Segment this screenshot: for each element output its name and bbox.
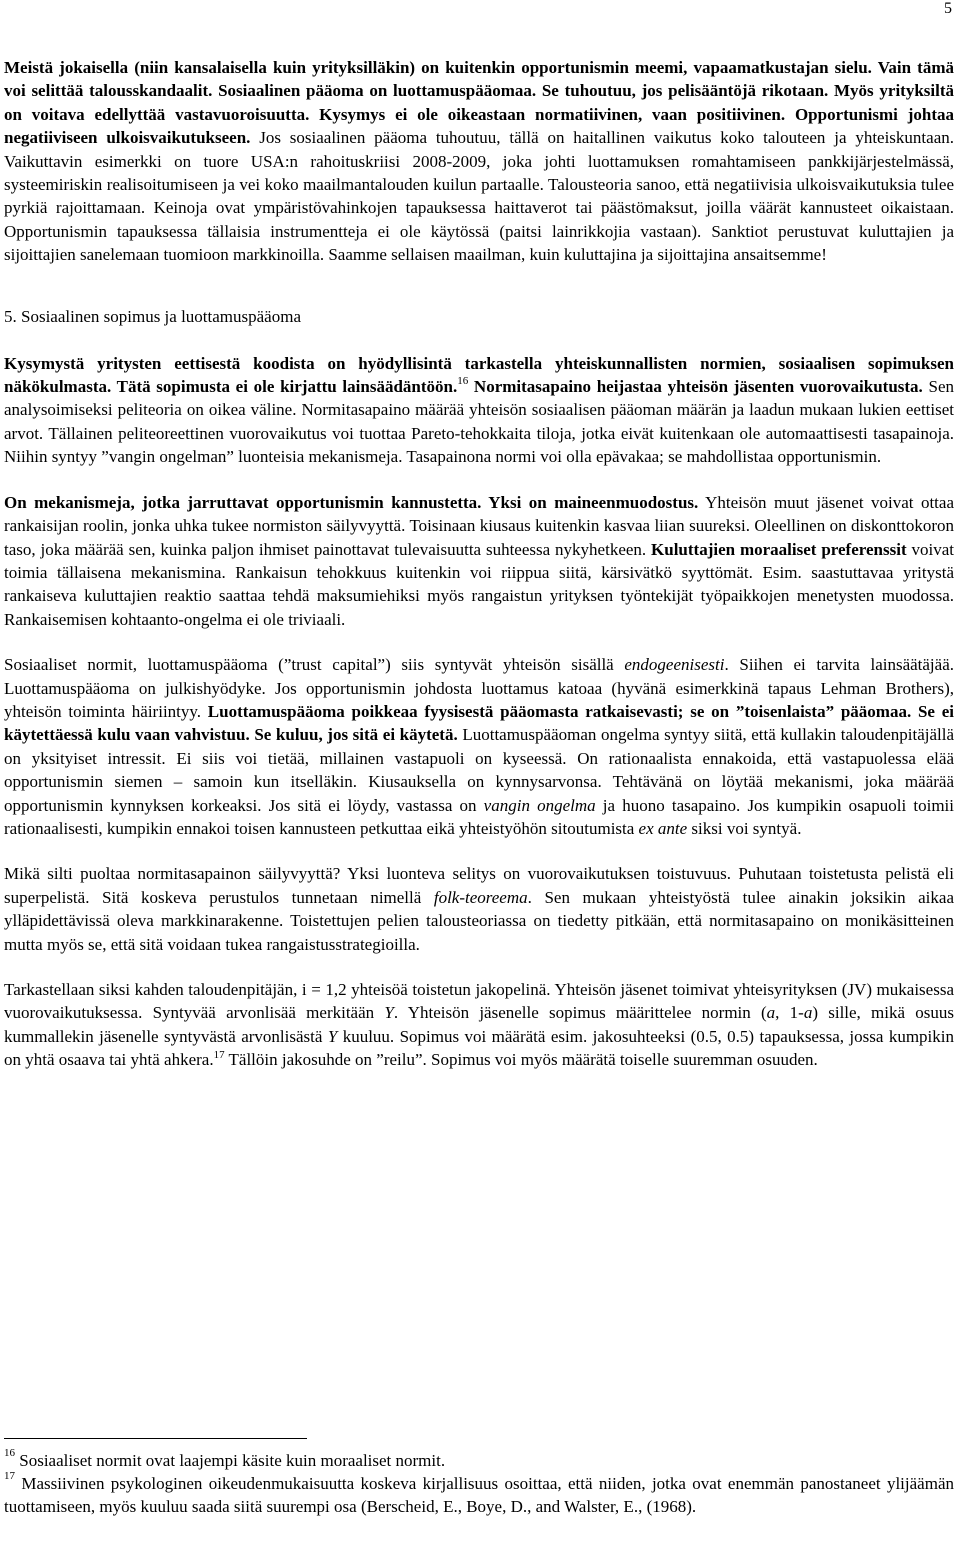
paragraph-3 (4, 491, 954, 631)
text-run: . Yhteisön jäsenelle sopimus määrittelee normin ( (393, 1003, 767, 1023)
footnote-separator (4, 1438, 307, 1439)
footnote-number: 17 (4, 1470, 15, 1483)
text-run: Yhteisön muut jäsenet voivat ottaa rankaisijan roolin, jonka uhka tukee normiston säilyvyyttä. Toisinaan kiusaus kuitenkin kasvaa liian suureksi. Oleellinen on diskonttokoron taso, joka määrää sen, kuinka paljon ihmiset painottavat tulevaisuutta suhteessa nykyhetkeen. (4, 492, 954, 559)
paragraph-6 (4, 978, 954, 1072)
bold-text: Kysymystä yritysten eettisestä koodista on hyödyllisintä tarkastella yhteiskunnallisten normien, sosiaalisen sopimuksen näkökulmasta. Tätä sopimusta ei ole kirjattu lainsäädäntöön. (4, 353, 954, 397)
text-run: Jos sosiaalinen pääoma tuhoutuu, tällä on haitallinen vaikutus koko talouteen ja yhteiskuntaan. Vaikuttavin esimerkki on tuore USA:n rahoituskriisi 2008-2009, joka johti luottamuksen romahtamiseen pankkijärjestelmässä, systeemiriskin realisoitumiseen ja vei koko maailmantalouden kuilun partaalle. Talousteoria sanoo, että negatiivisia ulkoisvaikutuksia tulee pyrkiä rajoittamaan. Keinoja ovat ympäristövahinkojen tapauksessa haittaverot tai päästömaksut, joilla väärät kannusteet oikaistaan. Opportunismin tapauksessa tällaisia instrumentteja ei ole käytössä (paitsi lainrikkojia vastaan). Sanktiot perustuvat kuluttajien ja sijoittajien sanelemaan tuomioon markkinoilla. Saamme sellaisen maailman, kuin kuluttajina ja sijoittajina ansaitsemme! (4, 128, 954, 265)
text-run: Sosiaaliset normit, luottamuspääoma (”trust capital”) siis syntyvät yhteisön sisällä (4, 655, 625, 675)
italic-text: vangin ongelma (483, 795, 596, 815)
footnote-text: Massiivinen psykologinen oikeudenmukaisuutta koskeva kirjallisuus osoittaa, että niiden, jotka ovat enemmän panostaneet ylijäämän tuottamiseen, myös kuuluu saada siitä suurempi osa (Berscheid, E., Boye, D., and Walster, E., (1968). (4, 1474, 954, 1516)
bold-text: Normitasapaino heijastaa yhteisön jäsenten vuorovaikutusta. (468, 377, 923, 397)
italic-text: folk-teoreema (433, 887, 528, 907)
text-run: ja huono tasapaino. Jos kumpikin osapuoli toimii rationaalisesti, kumpikin ennakoi toisen kannusteen petkuttaa eikä yhteistyöhön sitoutumista (4, 795, 954, 838)
text-run: Tällöin jakosuhde on ”reilu”. Sopimus voi myös määrätä toiselle suuremman osuuden. (224, 1050, 818, 1070)
text-run: Luottamuspääoman ongelma syntyy siitä, että kullakin taloudenpitäjällä on yksityiset intressit. Ei siis voi tietää, millainen vastapuoli on kyseessä. On rationaalista ennakoida, että vastapuolessa elää opportunismin siemen – samoin kun itselläkin. Kiusauksella on kynnysarvonsa. Tehtävänä on löytää mekanismi, joka määrää opportunismin kynnyksen korkeaksi. Jos sitä ei löydy, vastassa on (4, 725, 955, 815)
text-run: siksi voi syntyä. (687, 818, 802, 838)
bold-text: Meistä jokaisella (niin kansalaisella kuin yrityksilläkin) on kuitenkin opportunismin meemi, vapaamatkustajan sielu. Vain tämä voi selittää talousskandaalit. Sosiaalinen pääoma on luottamuspääomaa. Se tuhoutuu, jos pelisääntöjä rikotaan. Myös yrityksiltä on voitava edellyttää vastavuoroisuutta. Kysymys ei ole oikeastaan normatiivinen, vaan positiivinen. Opportunismi johtaa negatiiviseen ulkoisvaikutukseen. (4, 58, 954, 148)
text-run: Sen analysoimiseksi peliteoria on oikea väline. Normitasapaino määrää yhteisön sosiaalisen pääoman määrän ja laadun mukaan lukien eettiset arvot. Tällainen peliteoreettinen vuorovaikutus voi tuottaa Pareto-tehokkaita tiloja, jotka eivät kuitenkaan ole automaattisesti tasapainoja. Niihin syntyy ”vangin ongelman” luonteisia mekanismeja. Tasapainona normi voi olla epävakaa; se mahdollistaa opportunismin. (4, 377, 954, 467)
paragraph-5 (4, 862, 954, 956)
footnote (4, 1472, 954, 1518)
footnote-ref: 17 (213, 1048, 225, 1061)
text-run: . Sen mukaan yhteistyöstä tulee ainakin joksikin aikaa ylläpidettävissä oleva markkinarakenne. Toistettujen pelien talousteoriassa on tiedetty pitkään, että normitasapaino on monikäsitteinen mutta myös se, että sitä voidaan tukea rangaistusstrategioilla. (4, 887, 954, 954)
document-body (4, 56, 954, 1072)
text-run: , 1- (775, 1003, 804, 1023)
text-run: Mikä silti puoltaa normitasapainon säilyvyyttä? Yksi luonteva selitys on vuorovaikutuksen toistuvuus. Puhutaan toistetusta pelistä eli superpelistä. Sitä koskeva perustulos tunnetaan nimellä (4, 864, 954, 907)
paragraph-2 (4, 352, 954, 469)
paragraph-1 (4, 56, 954, 267)
text-run: Tarkastellaan siksi kahden taloudenpitäjän, i = 1,2 yhteisöä toistetun jakopelinä. Yhteisön jäsenet toimivat yhteisyrityksen (JV) mukaisessa vuorovaikutuksessa. Syntyvää arvonlisää merkitään (4, 980, 954, 1023)
italic-text: Y (327, 1026, 338, 1046)
footnote-text: Sosiaaliset normit ovat laajempi käsite kuin moraaliset normit. (15, 1451, 446, 1470)
italic-text: endogeenisesti (624, 655, 725, 675)
italic-text: a (766, 1003, 776, 1023)
footnote (4, 1449, 954, 1472)
bold-text: Kuluttajien moraaliset preferenssit (651, 539, 907, 559)
bold-text: Luottamuspääoma poikkeaa fyysisestä pääomasta ratkaisevasti; se on ”toisenlaista” pääomaa. Se ei käytettäessä kulu vaan vahvistuu. Se kuluu, jos sitä ei käytetä. (4, 701, 954, 745)
italic-text: ex ante (638, 818, 688, 838)
italic-text: Y (384, 1003, 394, 1023)
text-run: ) sille, mikä osuus kummallekin jäsenelle syntyvästä arvonlisästä (4, 1003, 954, 1046)
paragraph-4 (4, 653, 954, 840)
footnotes (4, 1449, 954, 1518)
italic-text: a (803, 1003, 813, 1023)
text-run: . Siihen ei tarvita lainsäätäjää. Luottamuspääoma on julkishyödyke. Jos opportunismin johdosta luottamus katoaa (hyvänä esimerkkinä tapaus Lehman Brothers), yhteisön toiminta häiriintyy. (4, 655, 954, 721)
footnote-number: 16 (4, 1447, 15, 1460)
text-run: voivat toimia tällaisena mekanismina. Rankaisun tehokkuus kuitenkin voi riippua siitä, kärsivätkö syyttömät. Esim. saastuttavaa yritystä rankaiseva kuluttajien reaktio saattaa tehdä maksumiehiksi myös rangaistun yrityksen työntekijät työpaikkojen menetysten muodossa. Rankaisemisen kohtaanto-ongelma ei ole triviaali. (4, 539, 954, 629)
page-number: 5 (944, 0, 952, 17)
text-run: kuuluu. Sopimus voi määrätä esim. jakosuhteeksi (0.5, 0.5) tapauksessa, jossa kumpikin on yhtä osaava tai yhtä ahkera. (4, 1026, 955, 1070)
bold-text: On mekanismeja, jotka jarruttavat opportunismin kannustetta. Yksi on maineenmuodostus. (4, 492, 699, 512)
section-heading: 5. Sosiaalinen sopimus ja luottamuspääoma (4, 306, 301, 326)
footnote-ref: 16 (457, 375, 469, 388)
